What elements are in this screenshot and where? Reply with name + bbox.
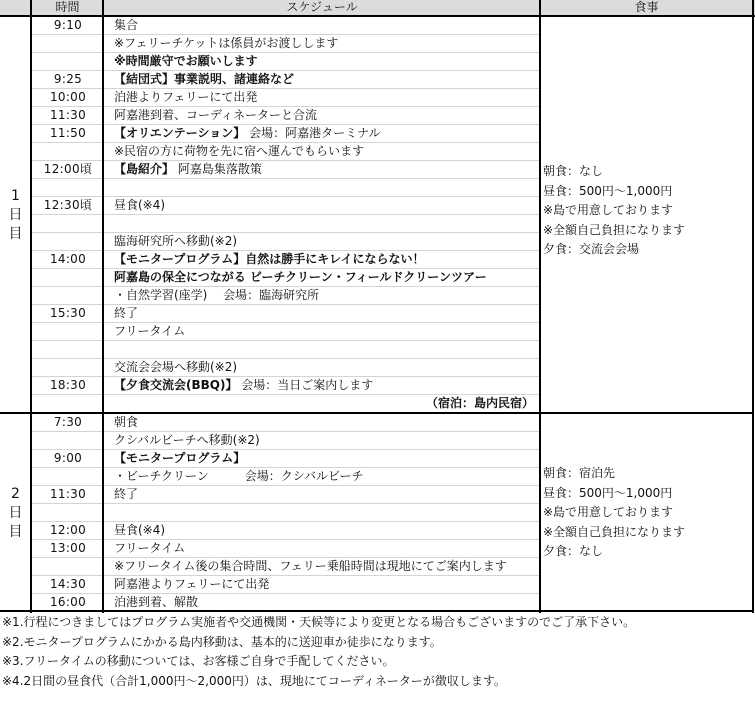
schedule-cell: フリータイム xyxy=(114,541,186,555)
time-cell: 9:25 xyxy=(53,72,83,86)
schedule-cell: 【モニタープログラム】自然は勝手にキレイにならない！ xyxy=(114,252,425,266)
schedule-row xyxy=(31,143,540,161)
time-cell: 11:30 xyxy=(49,108,87,122)
meal-line: ※島で用意しております xyxy=(543,203,674,217)
schedule-cell: ※民宿の方に荷物を先に宿へ運んでもらいます xyxy=(114,144,365,158)
meal-line: 夕食：交流会会場 xyxy=(543,242,640,256)
time-cell xyxy=(33,468,103,485)
time-cell xyxy=(33,35,103,52)
schedule-cell: ・自然学習(座学) 会場：臨海研究所 xyxy=(114,288,320,302)
schedule-cell: フリータイム xyxy=(114,324,186,338)
schedule-cell: クシバルビーチへ移動(※2) xyxy=(114,433,260,447)
time-cell xyxy=(33,143,103,160)
time-cell: 12:00 xyxy=(49,523,87,537)
time-cell xyxy=(33,215,103,232)
time-cell: 18:30 xyxy=(49,378,87,392)
schedule-row xyxy=(31,468,540,486)
schedule-cell: 終了 xyxy=(114,306,139,320)
schedule-row xyxy=(31,125,540,143)
footnote-2: ※2.モニタープログラムにかかる島内移動は、基本的に送迎車か徒歩になります。 xyxy=(2,634,442,649)
schedule-row xyxy=(31,540,540,558)
time-cell xyxy=(33,269,103,286)
time-cell xyxy=(33,504,103,521)
schedule-cell: 阿嘉港到着、コーディネーターと合流 xyxy=(114,108,318,122)
schedule-title: 【島紹介】 xyxy=(114,162,175,176)
schedule-row xyxy=(31,197,540,215)
schedule-detail: 会場：阿嘉港ターミナル xyxy=(245,126,381,140)
day-label-char: 目 xyxy=(8,225,23,242)
schedule-cell: 昼食(※4) xyxy=(114,523,166,537)
schedule-cell: 泊港到着、解散 xyxy=(114,595,199,609)
schedule-row xyxy=(31,215,540,233)
schedule-row xyxy=(31,341,540,359)
schedule-cell: 臨海研究所へ移動(※2) xyxy=(114,234,238,248)
schedule-row xyxy=(31,251,540,269)
schedule-title: 【オリエンテーション】 xyxy=(114,126,246,140)
schedule-cell: 集合 xyxy=(114,18,139,32)
time-cell xyxy=(33,558,103,575)
header-meal: 食事 xyxy=(634,0,659,14)
meal-line: 昼食：500円～1,000円 xyxy=(543,183,673,198)
border-time-schedule xyxy=(102,0,104,613)
schedule-cell xyxy=(114,161,534,178)
schedule-cell: ・ビーチクリーン 会場：クシバルビーチ xyxy=(114,469,364,483)
schedule-row xyxy=(31,17,540,35)
schedule-cell xyxy=(114,125,534,142)
schedule-row xyxy=(31,107,540,125)
header-schedule: スケジュール xyxy=(286,0,358,14)
meal-line: ※全額自己負担になります xyxy=(543,222,686,237)
schedule-cell xyxy=(114,341,534,358)
time-cell: 16:00 xyxy=(49,595,87,609)
schedule-row xyxy=(31,89,540,107)
meal-line: 朝食：宿泊先 xyxy=(543,466,616,480)
schedule-row xyxy=(31,576,540,594)
time-cell xyxy=(33,53,103,70)
schedule-detail: 会場：当日ご案内します xyxy=(237,378,374,392)
schedule-detail: 阿嘉島集落散策 xyxy=(174,162,262,176)
meal-line: 昼食：500円～1,000円 xyxy=(543,485,673,500)
time-cell: 11:30 xyxy=(49,487,87,501)
border-right xyxy=(752,0,754,613)
schedule-row xyxy=(31,414,540,432)
meal-line: 朝食：なし xyxy=(543,164,604,178)
time-cell xyxy=(33,233,103,250)
schedule-row xyxy=(31,504,540,522)
schedule-cell: ※フリータイム後の集合時間、フェリー乗船時間は現地にてご案内します xyxy=(114,559,507,573)
schedule-cell: 終了 xyxy=(114,487,139,501)
schedule-cell xyxy=(114,215,534,232)
meal-line: 夕食：なし xyxy=(543,544,604,558)
time-cell xyxy=(33,359,103,376)
table-header xyxy=(0,0,755,17)
meal-cell xyxy=(543,464,751,562)
border-bottom xyxy=(0,610,754,612)
schedule-row xyxy=(31,359,540,377)
meal-cell xyxy=(543,162,751,260)
time-cell xyxy=(33,323,103,340)
schedule-row xyxy=(31,53,540,71)
schedule-row xyxy=(31,161,540,179)
border-day-divider xyxy=(0,412,754,414)
day-section-1 xyxy=(0,17,755,413)
footnote-3: ※3.フリータイムの移動については、お客様ご自身で手配してください。 xyxy=(2,654,395,668)
footnote-1: ※1.行程につきましてはプログラム実施者や交通機関・天候等により変更となる場合もございますのでご了承下さい。 xyxy=(2,615,636,629)
schedule-cell: 昼食(※4) xyxy=(114,198,166,212)
schedule-cell: 阿嘉島の保全につながる ビーチクリーン・フィールドクリーンツアー xyxy=(114,270,487,284)
footnotes xyxy=(2,613,752,691)
day-section-2 xyxy=(0,414,755,612)
schedule-cell: 泊港よりフェリーにて出発 xyxy=(114,90,258,104)
day-label-char: 1 xyxy=(11,187,20,204)
time-cell: 9:00 xyxy=(53,451,83,465)
schedule-row xyxy=(31,450,540,468)
meal-line: ※全額自己負担になります xyxy=(543,524,686,539)
time-cell xyxy=(33,287,103,304)
schedule-row xyxy=(31,71,540,89)
schedule-row xyxy=(31,179,540,197)
time-cell: 10:00 xyxy=(49,90,87,104)
schedule-cell: ※フェリーチケットは係員がお渡しします xyxy=(114,36,339,50)
day-label-char: 目 xyxy=(8,523,23,540)
border-day-time xyxy=(30,0,32,613)
schedule-cell: 朝食 xyxy=(114,415,139,429)
time-cell: 11:50 xyxy=(49,126,87,140)
header-time: 時間 xyxy=(55,0,80,14)
schedule-row xyxy=(31,305,540,323)
schedule-row xyxy=(31,35,540,53)
time-cell xyxy=(33,395,103,412)
footnote-4: ※4.2日間の昼食代（合計1,000円～2,000円）は、現地にてコーディネーターが徴収します。 xyxy=(2,673,506,688)
time-cell: 7:30 xyxy=(53,415,83,429)
time-cell: 13:00 xyxy=(49,541,87,555)
day-label-char: 日 xyxy=(8,206,23,223)
schedule-row xyxy=(31,269,540,287)
schedule-cell: ※時間厳守でお願いします xyxy=(114,54,258,68)
schedule-row xyxy=(31,432,540,450)
time-cell xyxy=(33,432,103,449)
time-cell xyxy=(33,341,103,358)
day-label xyxy=(0,414,31,612)
schedule-row xyxy=(31,323,540,341)
schedule-cell: 【結団式】事業説明、諸連絡など xyxy=(114,72,295,86)
border-schedule-meal xyxy=(539,0,541,613)
meal-line: ※島で用意しております xyxy=(543,505,674,519)
schedule-cell xyxy=(114,504,534,521)
time-cell: 14:30 xyxy=(49,577,87,591)
time-cell: 14:00 xyxy=(49,252,87,266)
time-cell: 15:30 xyxy=(49,306,87,320)
schedule-row xyxy=(31,486,540,504)
time-cell: 12:00頃 xyxy=(43,162,93,176)
time-cell: 12:30頃 xyxy=(43,198,93,212)
time-cell: 9:10 xyxy=(53,18,83,32)
day-label-char: 日 xyxy=(8,504,23,521)
schedule-cell: 阿嘉港よりフェリーにて出発 xyxy=(114,577,270,591)
time-cell xyxy=(33,179,103,196)
schedule-row xyxy=(31,395,540,413)
day-label xyxy=(0,17,31,413)
day-label-char: 2 xyxy=(11,485,20,502)
schedule-row xyxy=(31,233,540,251)
schedule-cell: （宿泊：島内民宿） xyxy=(425,396,534,410)
schedule-cell xyxy=(114,377,534,394)
schedule-row xyxy=(31,558,540,576)
schedule-row xyxy=(31,287,540,305)
schedule-row xyxy=(31,522,540,540)
schedule-row xyxy=(31,377,540,395)
schedule-cell: 【モニタープログラム】 xyxy=(114,451,246,465)
schedule-title: 【夕食交流会(BBQ)】 xyxy=(114,378,238,392)
schedule-cell: 交流会会場へ移動(※2) xyxy=(114,360,238,374)
schedule-cell xyxy=(114,179,534,196)
